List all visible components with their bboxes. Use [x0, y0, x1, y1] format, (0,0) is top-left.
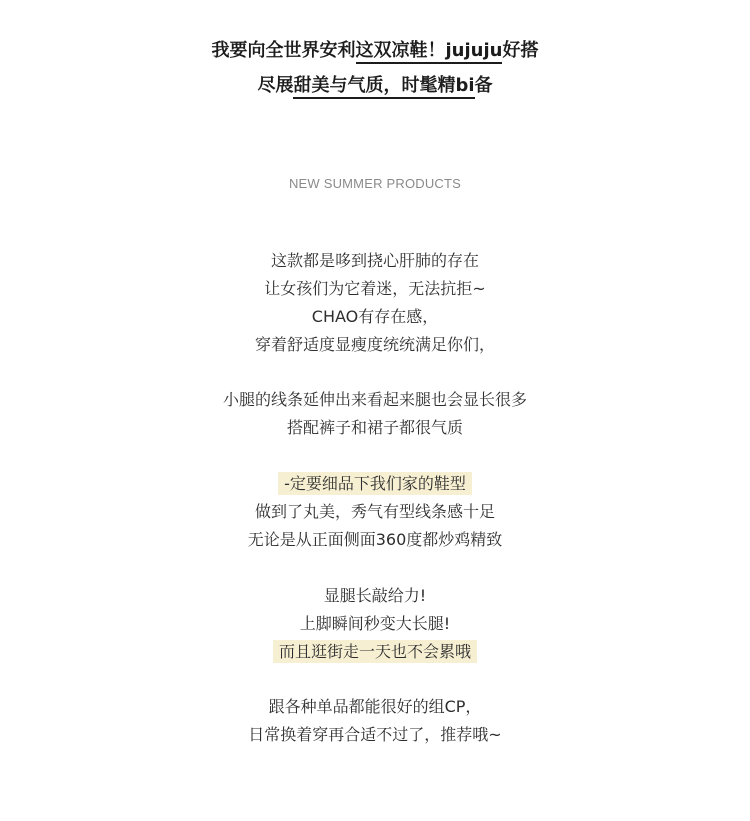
body-line: 显腿长敲给力! [323, 586, 427, 605]
body-line-highlighted [0, 471, 750, 494]
highlight-span: -定要细品下我们家的鞋型 [278, 472, 472, 495]
body-line: 跟各种单品都能很好的组CP， [268, 697, 482, 716]
headline-2-part-2: 甜美与气质，时髦精bi [293, 75, 474, 99]
headline-1-part-1: 我要向全世界安利 [211, 40, 356, 61]
headline-line-2 [0, 71, 750, 97]
body-line: 穿着舒适度显瘦度统统满足你们， [254, 335, 495, 354]
body-line: 搭配裤子和裙子都很气质 [286, 418, 463, 437]
body-line: 无论是从正面侧面360度都炒鸡精致 [247, 530, 503, 549]
headline-1-part-2: 这双凉鞋！jujuju [356, 40, 503, 64]
body-line: 小腿的线条延伸出来看起来腿也会显长很多 [222, 390, 527, 409]
headline-2-part-1: 尽展 [257, 75, 294, 96]
body-line: 日常换着穿再合适不过了，推荐哦~ [248, 725, 502, 744]
body-line: CHAO有存在感， [311, 307, 439, 326]
headline-2-part-3: 备 [474, 75, 493, 96]
body-line: 做到了丸美，秀气有型线条感十足 [254, 502, 495, 521]
highlight-span: 而且逛街走一天也不会累哦 [273, 640, 477, 663]
body-line-highlighted [0, 639, 750, 662]
headline-1-part-3: 好搭 [502, 40, 539, 61]
headline-line-1 [0, 36, 750, 62]
body-line: 这款都是哆到挠心肝肺的存在 [270, 251, 479, 270]
body-line: 上脚瞬间秒变大长腿! [299, 614, 451, 633]
body-line: 让女孩们为它着迷，无法抗拒~ [264, 279, 486, 298]
section-subtitle: NEW SUMMER PRODUCTS [288, 176, 462, 191]
